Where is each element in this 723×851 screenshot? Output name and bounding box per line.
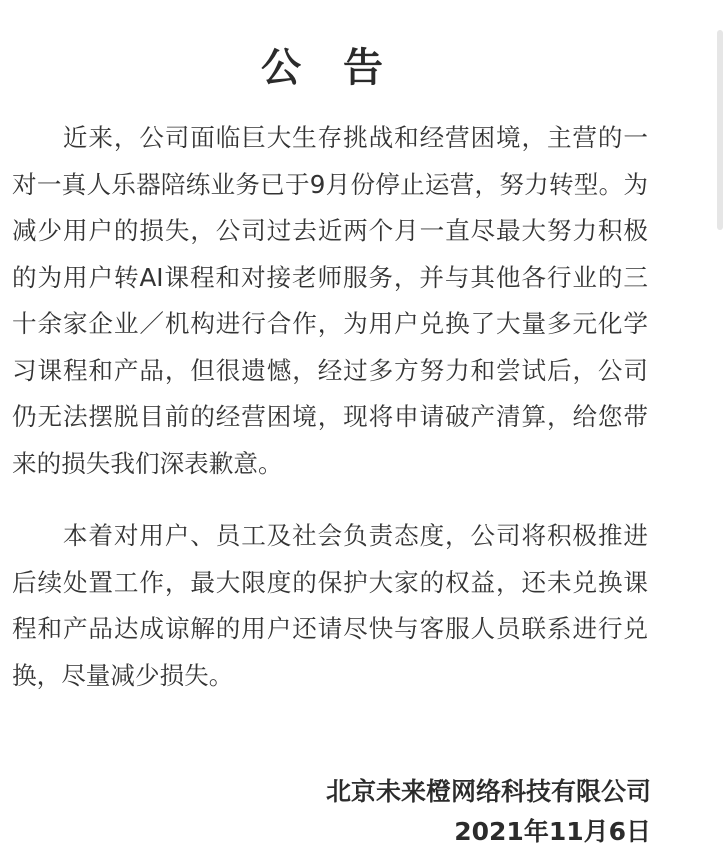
notice-paragraph-1 bbox=[12, 115, 648, 487]
notice-paragraph-2 bbox=[12, 513, 648, 699]
scrollbar[interactable] bbox=[717, 30, 723, 230]
paragraph-1-text: 近来，公司面临巨大生存挑战和经营困境，主营的一对一真人乐器陪练业务已于9月份停止运营，努力转型。为减少用户的损失，公司过去近两个月一直尽最大努力积极的为用户转AI课程和对接老师服务，并与其他各行业的三十余家企业／机构进行合作，为用户兑换了大量多元化学习课程和产品，但很遗憾，经过多方努力和尝试后，公司仍无法摆脱目前的经营困境，现将申请破产清算，给您带来的损失我们深表歉意。 bbox=[12, 123, 648, 478]
notice-title: 公 告 bbox=[261, 45, 397, 91]
company-signature: 北京未来橙网络科技有限公司 bbox=[325, 777, 651, 806]
paragraph-2-text: 本着对用户、员工及社会负责态度，公司将积极推进后续处置工作，最大限度的保护大家的权益，还未兑换课程和产品达成谅解的用户还请尽快与客服人员联系进行兑换，尽量减少损失。 bbox=[12, 521, 648, 690]
notice-date: 2021年11月6日 bbox=[454, 817, 651, 846]
